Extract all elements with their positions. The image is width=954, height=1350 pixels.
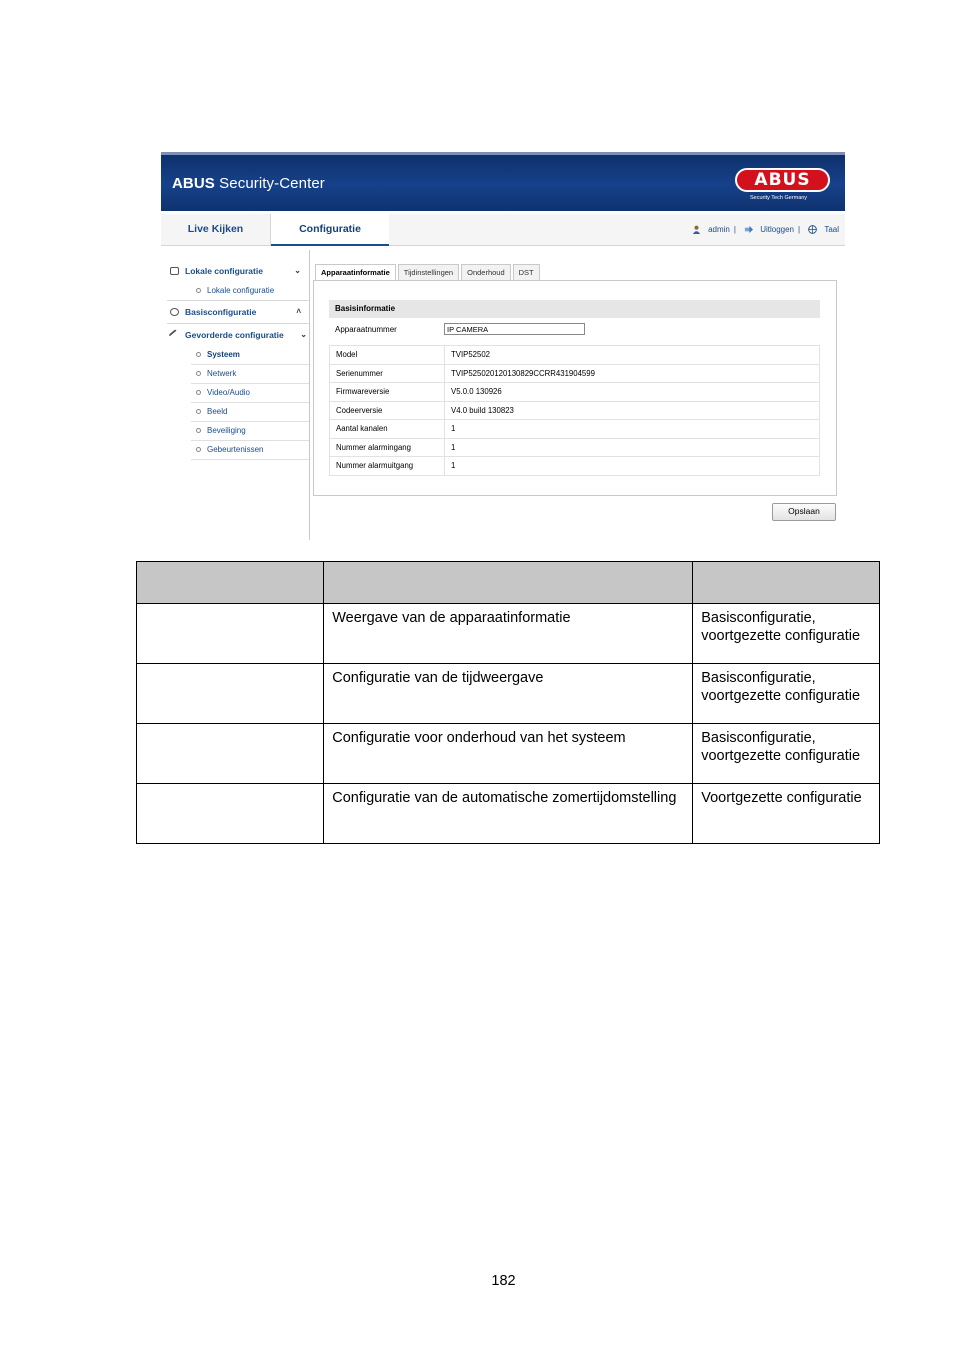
table-row: Configuratie van de automatische zomertijdomstelling Voortgezette configuratie [137, 784, 880, 844]
tab-dst[interactable]: DST [513, 264, 540, 280]
tab-configuratie[interactable]: Configuratie [271, 214, 389, 246]
table-row: Model TVIP52502 [330, 346, 820, 365]
top-nav [161, 214, 845, 246]
tab-tijdinstellingen[interactable]: Tijdinstellingen [398, 264, 459, 280]
device-number-label: Apparaatnummer [335, 325, 397, 334]
abus-logo: ABUS [735, 168, 830, 192]
device-number-input[interactable]: IP CAMERA [444, 323, 585, 335]
app-header [161, 152, 845, 211]
table-row: Firmwareversie V5.0.0 130926 [330, 383, 820, 402]
sidebar-item-local[interactable]: Lokale configuratie [191, 282, 309, 300]
sidebar-section-local[interactable]: Lokale configuratie ⌄ [165, 260, 309, 282]
globe-icon [808, 225, 817, 234]
chevron-down-icon: ⌄ [294, 266, 301, 275]
table-header-row [137, 562, 880, 604]
tab-live-kijken[interactable]: Live Kijken [161, 214, 271, 245]
section-title: Basisinformatie [329, 300, 820, 318]
logout-icon [744, 225, 753, 234]
sidebar-item-video-audio[interactable]: Video/Audio [191, 384, 309, 403]
user-menu: admin | Uitloggen | Taal [692, 214, 839, 245]
description-table [136, 561, 880, 844]
device-info-table [329, 345, 820, 476]
screenshot [161, 150, 845, 542]
sidebar-item-beveiliging[interactable]: Beveiliging [191, 422, 309, 441]
sidebar-section-basic[interactable]: Basisconfiguratie ˄ [165, 301, 309, 323]
save-button[interactable]: Opslaan [772, 503, 836, 521]
chevron-up-icon: ˄ [296, 307, 301, 316]
table-row: Aantal kanalen 1 [330, 420, 820, 439]
language-link[interactable]: Taal [824, 225, 839, 234]
table-row: Codeerversie V4.0 build 130823 [330, 401, 820, 420]
monitor-icon [170, 267, 179, 275]
sidebar-item-gebeurtenissen[interactable]: Gebeurtenissen [191, 441, 309, 460]
sidebar-item-beeld[interactable]: Beeld [191, 403, 309, 422]
app-title: ABUS Security-Center [172, 175, 325, 192]
table-row: Nummer alarmingang 1 [330, 438, 820, 457]
sidebar-section-advanced[interactable]: Gevorderde configuratie ⌄ [165, 324, 309, 346]
gear-icon [170, 308, 179, 316]
tab-onderhoud[interactable]: Onderhoud [461, 264, 511, 280]
table-row: Serienummer TVIP525020120130829CCRR431904599 [330, 364, 820, 383]
chevron-down-icon: ⌄ [300, 330, 307, 339]
sidebar [165, 260, 309, 460]
sidebar-item-systeem[interactable]: Systeem [191, 346, 309, 365]
table-row: Nummer alarmuitgang 1 [330, 457, 820, 476]
page-number: 182 [491, 1273, 516, 1289]
wrench-icon [168, 329, 180, 341]
table-row: Weergave van de apparaatinformatie Basisconfiguratie, voortgezette configuratie [137, 604, 880, 664]
table-row: Configuratie van de tijdweergave Basisconfiguratie, voortgezette configuratie [137, 664, 880, 724]
tab-apparaatinformatie[interactable]: Apparaatinformatie [315, 264, 396, 281]
content-tabs [315, 264, 542, 280]
user-name[interactable]: admin [708, 225, 730, 234]
sidebar-item-netwerk[interactable]: Netwerk [191, 365, 309, 384]
logo-tagline: Security Tech Germany [750, 195, 808, 201]
table-row: Configuratie voor onderhoud van het systeem Basisconfiguratie, voortgezette configuratie [137, 724, 880, 784]
device-info-panel [313, 280, 837, 496]
user-icon [692, 225, 701, 234]
logout-link[interactable]: Uitloggen [760, 225, 794, 234]
